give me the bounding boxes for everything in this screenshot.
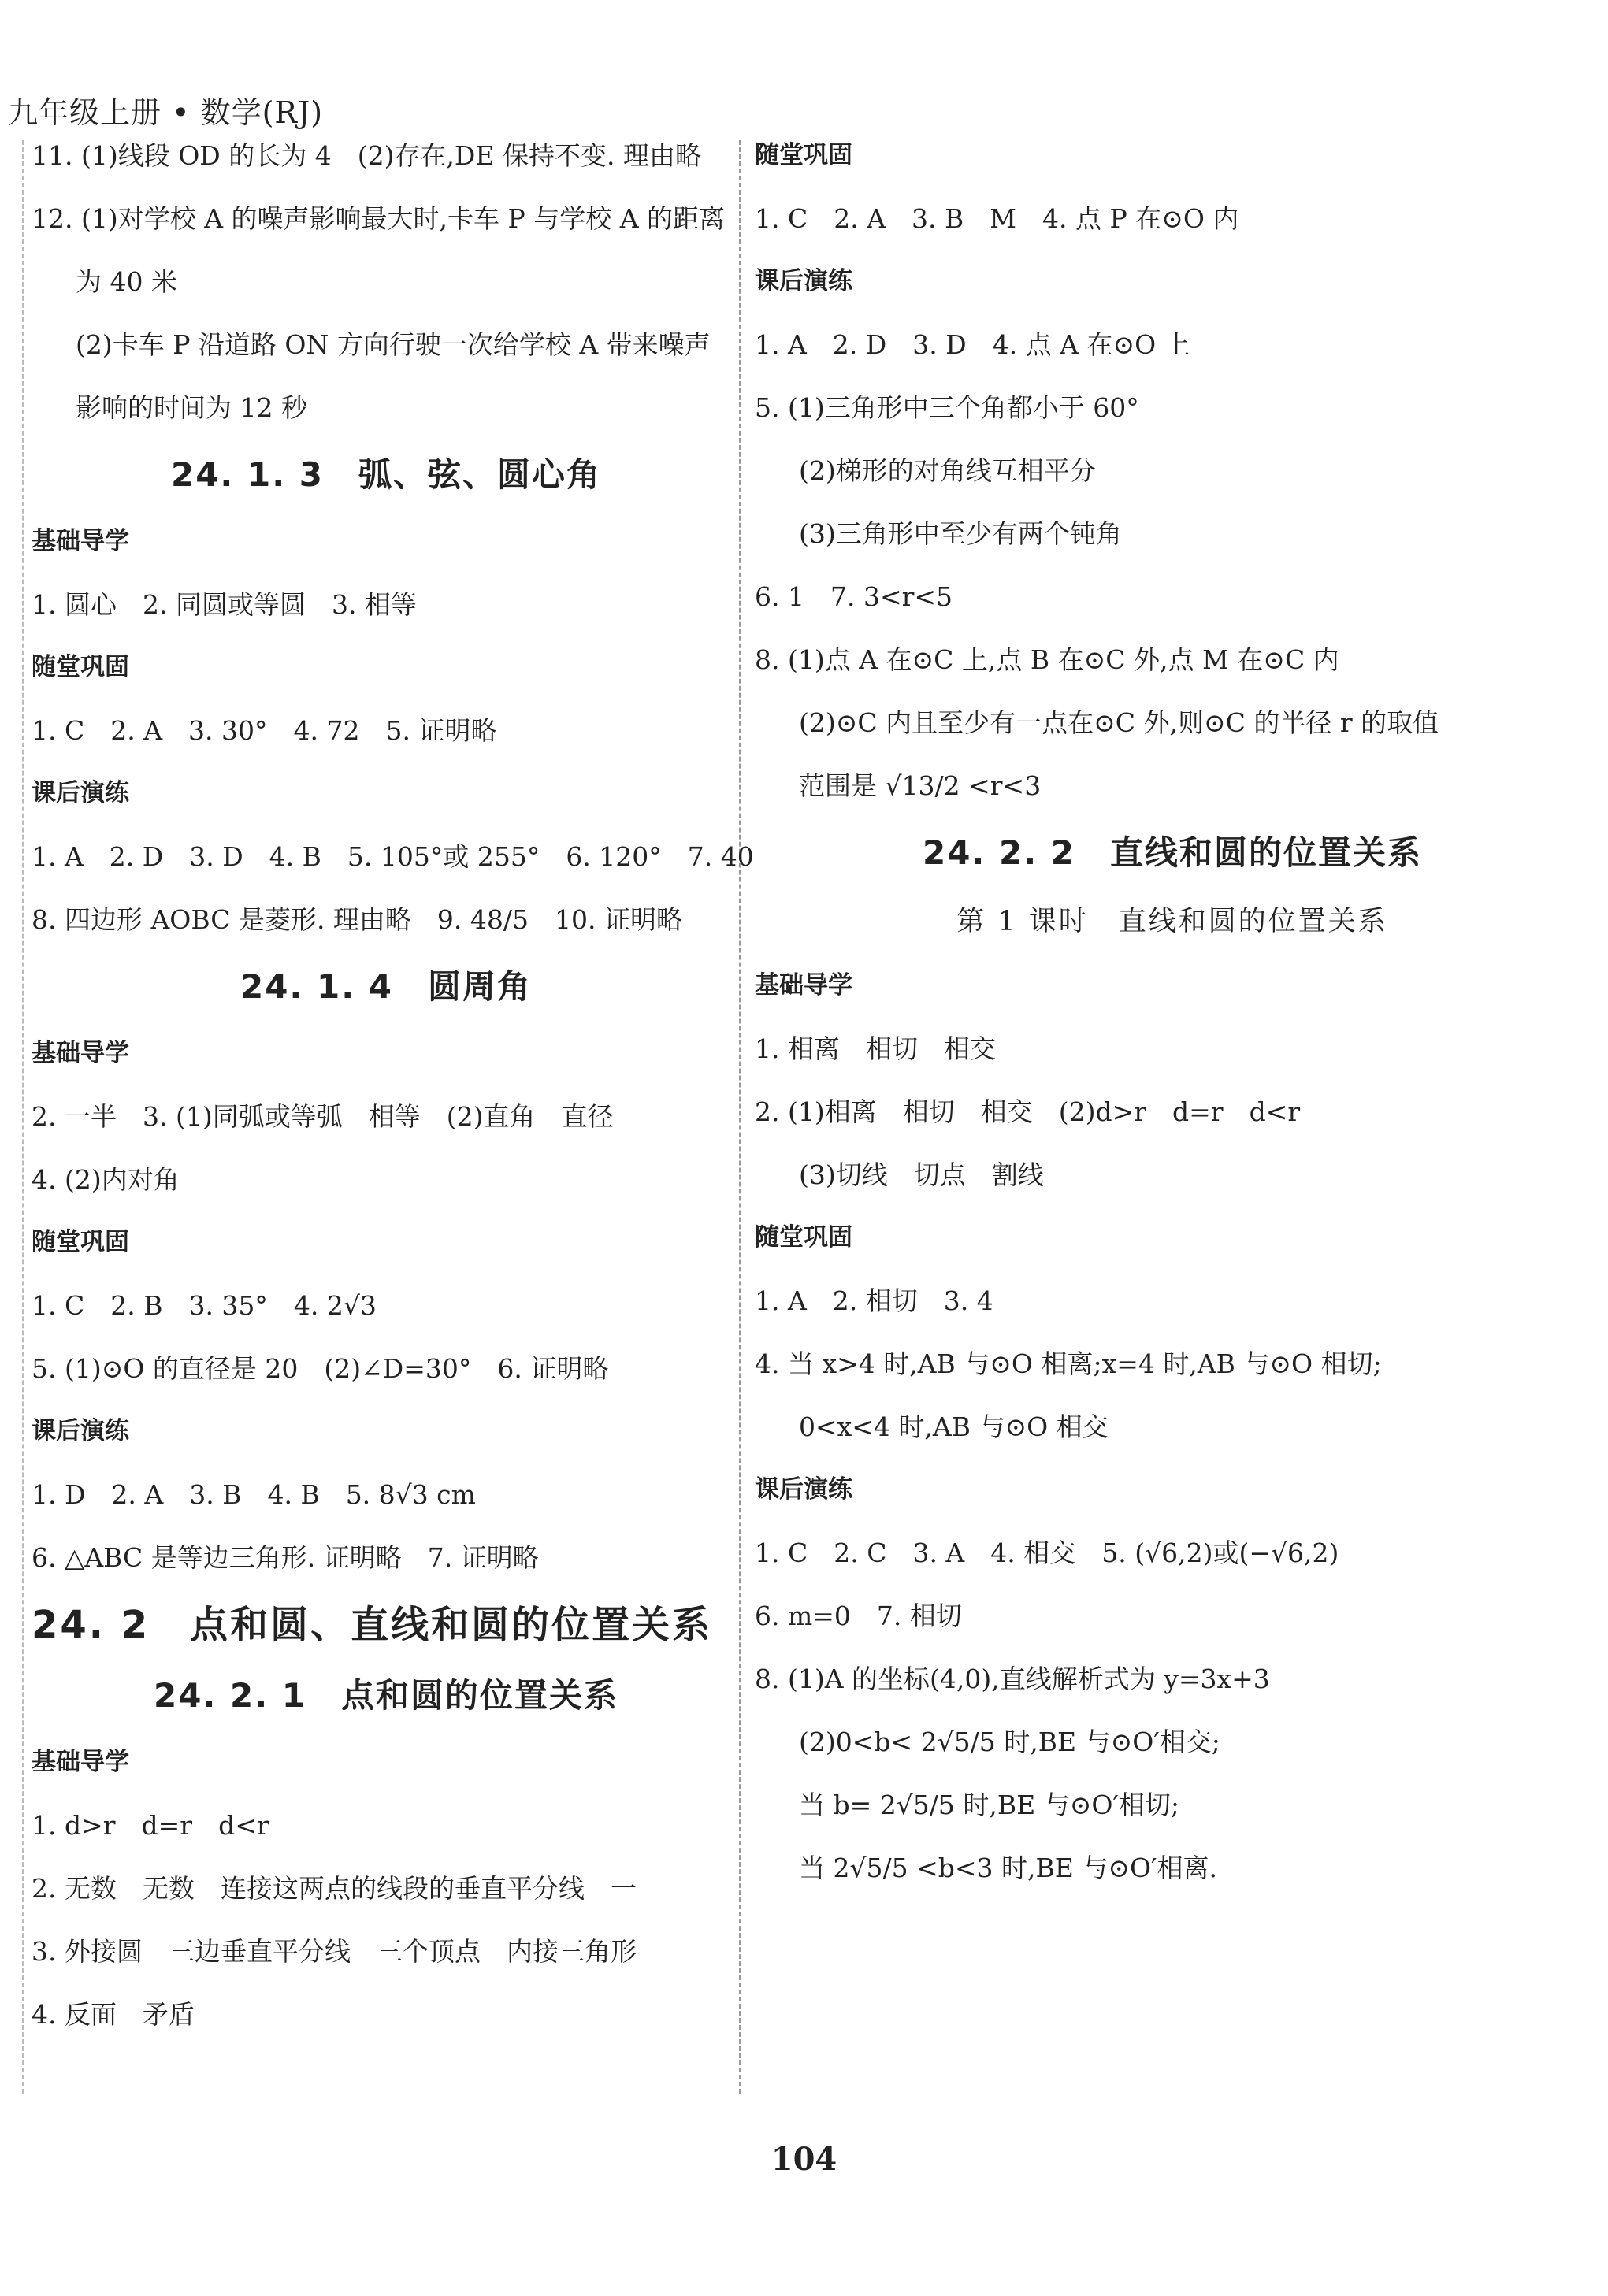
answer-line: 范围是 √13/2 <r<3	[799, 770, 1042, 801]
section-title: 24. 2. 2 直线和圆的位置关系	[922, 833, 1423, 872]
answer-line: 5. (1)⊙O 的直径是 20 (2)∠D=30° 6. 证明略	[32, 1353, 609, 1384]
subsection-label: 随堂巩固	[755, 141, 852, 169]
answer-line: 12. (1)对学校 A 的噪声影响最大时,卡车 P 与学校 A 的距离	[32, 203, 726, 234]
answer-line: 6. m=0 7. 相切	[755, 1601, 962, 1631]
subsection-label: 基础导学	[32, 1748, 129, 1776]
answer-line: 1. C 2. C 3. A 4. 相交 5. (√6,2)或(−√6,2)	[755, 1537, 1339, 1568]
lesson-subtitle: 第 1 课时 直线和圆的位置关系	[956, 906, 1388, 937]
section-title: 24. 1. 3 弧、弦、圆心角	[170, 455, 602, 494]
subsection-label: 课后演练	[32, 779, 129, 807]
answer-line: 4. 反面 矛盾	[32, 1999, 195, 2030]
subsection-label: 随堂巩固	[755, 1223, 852, 1252]
answer-line: 0<x<4 时,AB 与⊙O 相交	[799, 1411, 1109, 1442]
answer-line: 1. A 2. 相切 3. 4	[755, 1285, 993, 1316]
answer-line: 为 40 米	[76, 266, 177, 297]
subsection-label: 基础导学	[32, 527, 129, 555]
answer-line: 11. (1)线段 OD 的长为 4 (2)存在,DE 保持不变. 理由略	[32, 140, 701, 171]
chapter-title: 24. 2 点和圆、直线和圆的位置关系	[32, 1603, 713, 1647]
answer-line: 影响的时间为 12 秒	[76, 392, 307, 423]
subsection-label: 随堂巩固	[32, 1228, 129, 1256]
answer-line: 1. A 2. D 3. D 4. 点 A 在⊙O 上	[755, 329, 1190, 360]
answer-line: 4. (2)内对角	[32, 1164, 180, 1195]
page-header: 九年级上册 • 数学(RJ)	[8, 95, 324, 130]
section-title: 24. 2. 1 点和圆的位置关系	[153, 1676, 619, 1715]
answer-line: (2)0<b< 2√5/5 时,BE 与⊙O′相交;	[799, 1727, 1220, 1757]
answer-line: 2. (1)相离 相切 相交 (2)d>r d=r d<r	[755, 1096, 1301, 1127]
answer-line: 8. (1)点 A 在⊙C 上,点 B 在⊙C 外,点 M 在⊙C 内	[755, 644, 1339, 675]
answer-line: (3)三角形中至少有两个钝角	[799, 518, 1122, 549]
subsection-label: 课后演练	[32, 1417, 129, 1445]
answer-line: 当 b= 2√5/5 时,BE 与⊙O′相切;	[799, 1790, 1180, 1820]
subsection-label: 基础导学	[32, 1039, 129, 1067]
page-number: 104	[771, 2141, 837, 2178]
answer-line: 8. 四边形 AOBC 是菱形. 理由略 9. 48/5 10. 证明略	[32, 904, 682, 935]
answer-line: 1. D 2. A 3. B 4. B 5. 8√3 cm	[32, 1479, 476, 1510]
answer-line: 6. △ABC 是等边三角形. 证明略 7. 证明略	[32, 1542, 539, 1573]
left-margin-rule	[22, 140, 24, 2094]
answer-line: (2)卡车 P 沿道路 ON 方向行驶一次给学校 A 带来噪声	[76, 329, 711, 360]
subsection-label: 课后演练	[755, 267, 852, 295]
subsection-label: 课后演练	[755, 1475, 852, 1504]
answer-line: 1. 相离 相切 相交	[755, 1033, 996, 1064]
answer-line: (2)梯形的对角线互相平分	[799, 455, 1096, 486]
answer-line: 1. C 2. B 3. 35° 4. 2√3	[32, 1290, 377, 1321]
answer-line: 1. C 2. A 3. B M 4. 点 P 在⊙O 内	[755, 203, 1239, 234]
answer-line: 1. d>r d=r d<r	[32, 1810, 269, 1841]
answer-line: 1. 圆心 2. 同圆或等圆 3. 相等	[32, 589, 417, 620]
answer-line: 6. 1 7. 3<r<5	[755, 581, 953, 612]
answer-line: 4. 当 x>4 时,AB 与⊙O 相离;x=4 时,AB 与⊙O 相切;	[755, 1348, 1382, 1379]
subsection-label: 随堂巩固	[32, 653, 129, 681]
left-column	[32, 140, 754, 2062]
answer-line: 1. A 2. D 3. D 4. B 5. 105°或 255° 6. 120° 7. 40	[32, 841, 754, 872]
answer-line: 2. 无数 无数 连接这两点的线段的垂直平分线 一	[32, 1873, 637, 1904]
answer-line: (3)切线 切点 割线	[799, 1159, 1044, 1190]
answer-line: 3. 外接圆 三边垂直平分线 三个顶点 内接三角形	[32, 1936, 637, 1967]
answer-line: 当 2√5/5 <b<3 时,BE 与⊙O′相离.	[799, 1853, 1218, 1883]
answer-line: 5. (1)三角形中三个角都小于 60°	[755, 392, 1139, 423]
answer-line: 1. C 2. A 3. 30° 4. 72 5. 证明略	[32, 715, 497, 746]
answer-line: (2)⊙C 内且至少有一点在⊙C 外,则⊙C 的半径 r 的取值	[799, 707, 1439, 738]
section-title: 24. 1. 4 圆周角	[240, 967, 533, 1006]
answer-line: 2. 一半 3. (1)同弧或等弧 相等 (2)直角 直径	[32, 1101, 614, 1132]
subsection-label: 基础导学	[755, 971, 852, 1000]
right-column	[755, 140, 1590, 1916]
answer-line: 8. (1)A 的坐标(4,0),直线解析式为 y=3x+3	[755, 1664, 1270, 1694]
